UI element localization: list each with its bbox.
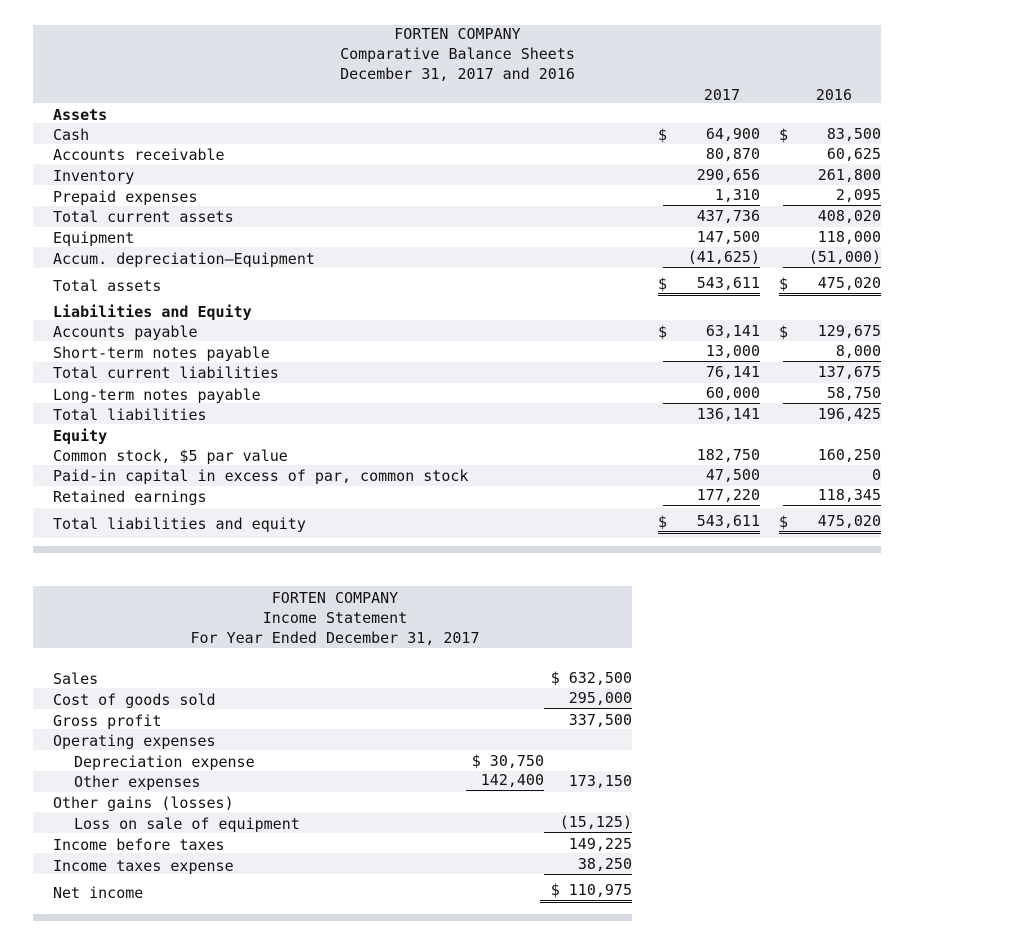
- bs-value-2017: 290,656: [696, 166, 760, 184]
- bs-value-2016: 196,425: [817, 405, 881, 423]
- bs-row-label: Inventory: [53, 167, 135, 185]
- bs-value-2016: 8,000: [783, 342, 881, 362]
- bs-row-label: Accounts payable: [53, 323, 198, 341]
- bs-value-2016: 160,250: [817, 446, 881, 464]
- bs-row-label: Accounts receivable: [53, 146, 225, 164]
- is-value: 337,500: [568, 711, 632, 729]
- is-row-label: Cost of goods sold: [53, 691, 216, 709]
- is-row-label: Income taxes expense: [53, 857, 234, 875]
- is-title: Income Statement: [262, 609, 408, 627]
- bs-title: Comparative Balance Sheets: [340, 45, 575, 63]
- bs-value-2016: 408,020: [817, 207, 881, 225]
- is-date: For Year Ended December 31, 2017: [190, 629, 480, 647]
- bs-value-2017: 76,141: [705, 363, 760, 381]
- bs-row-label: Long-term notes payable: [53, 386, 261, 404]
- bs-value-2017: 60,000: [663, 384, 760, 404]
- bs-date: December 31, 2017 and 2016: [340, 65, 575, 83]
- bs-value-2016: 0: [871, 466, 881, 484]
- bs-value-2016: 83,500: [826, 125, 881, 143]
- is-value: 173,150: [568, 772, 632, 790]
- bs-row-label: Equity: [53, 427, 108, 445]
- is-bottom-bar: [33, 914, 632, 921]
- is-row-label: Sales: [53, 670, 99, 688]
- bs-value-2017: 543,611: [658, 274, 760, 296]
- bs-value-2017: 147,500: [696, 228, 760, 246]
- bs-value-2017: 437,736: [696, 207, 760, 225]
- bs-value-2016: 261,800: [817, 166, 881, 184]
- is-value: 149,225: [568, 835, 632, 853]
- bs-row-label: Short-term notes payable: [53, 344, 270, 362]
- bs-col-2016: 2016: [815, 86, 852, 104]
- is-row-label: Operating expenses: [53, 732, 216, 750]
- is-value: $ 632,500: [550, 669, 632, 687]
- is-company-name: FORTEN COMPANY: [271, 589, 399, 607]
- bs-value-2016: 129,675: [817, 322, 881, 340]
- bs-value-2016: 2,095: [783, 186, 881, 206]
- is-value-inner: 142,400: [466, 771, 544, 791]
- bs-row-label: Total current liabilities: [53, 364, 279, 382]
- bs-value-2017: 543,611: [658, 512, 760, 534]
- is-value: 38,250: [544, 855, 632, 875]
- bs-value-2016: (51,000): [783, 248, 881, 268]
- bs-row-label: Total assets: [53, 277, 162, 295]
- bs-dollar-sign: $: [779, 275, 789, 293]
- bs-value-2017: 63,141: [705, 322, 760, 340]
- is-value: (15,125): [544, 813, 632, 833]
- bs-bottom-bar: [33, 546, 881, 553]
- bs-dollar-sign: $: [658, 323, 668, 341]
- bs-dollar-sign: $: [779, 126, 789, 144]
- bs-value-2016: 118,345: [783, 486, 881, 506]
- bs-row-label: Paid-in capital in excess of par, common stock: [53, 467, 469, 485]
- is-row-label: Other expenses: [74, 773, 201, 791]
- bs-dollar-sign: $: [779, 513, 789, 531]
- bs-value-2017: 136,141: [696, 405, 760, 423]
- bs-value-2016: 60,625: [826, 145, 881, 163]
- bs-dollar-sign: $: [658, 513, 668, 531]
- bs-value-2016: 475,020: [779, 512, 881, 534]
- is-row-label: Loss on sale of equipment: [74, 815, 300, 833]
- is-value: 295,000: [544, 689, 632, 709]
- bs-row-label: Equipment: [53, 229, 135, 247]
- bs-dollar-sign: $: [779, 323, 789, 341]
- is-row-label: Income before taxes: [53, 836, 225, 854]
- bs-value-2017: 1,310: [663, 186, 760, 206]
- bs-row-label: Total liabilities and equity: [53, 515, 306, 533]
- bs-value-2017: 182,750: [696, 446, 760, 464]
- bs-row-label: Total liabilities: [53, 406, 207, 424]
- is-row-label: Gross profit: [53, 712, 162, 730]
- is-row-label: Depreciation expense: [74, 753, 255, 771]
- bs-dollar-sign: $: [658, 126, 668, 144]
- bs-col-2017: 2017: [703, 86, 740, 104]
- bs-value-2017: 13,000: [663, 342, 760, 362]
- bs-row-label: Cash: [53, 126, 90, 144]
- bs-value-2017: 80,870: [705, 145, 760, 163]
- bs-value-2016: 58,750: [783, 384, 881, 404]
- bs-value-2016: 475,020: [779, 274, 881, 296]
- bs-row-label: Liabilities and Equity: [53, 303, 252, 321]
- bs-value-2016: 137,675: [817, 363, 881, 381]
- bs-row-label: Accum. depreciation—Equipment: [53, 250, 315, 268]
- bs-row-label: Assets: [53, 106, 108, 124]
- bs-value-2017: (41,625): [663, 248, 760, 268]
- bs-company-name: FORTEN COMPANY: [394, 25, 521, 43]
- bs-value-2017: 47,500: [705, 466, 760, 484]
- is-value-inner: $ 30,750: [471, 752, 544, 770]
- bs-dollar-sign: $: [658, 275, 668, 293]
- bs-row-label: Retained earnings: [53, 488, 207, 506]
- bs-value-2017: 64,900: [705, 125, 760, 143]
- is-row-label: Other gains (losses): [53, 794, 234, 812]
- is-value: $ 110,975: [540, 881, 632, 903]
- bs-value-2017: 177,220: [663, 486, 760, 506]
- bs-row-label: Prepaid expenses: [53, 188, 198, 206]
- bs-row-label: Total current assets: [53, 208, 234, 226]
- bs-row-label: Common stock, $5 par value: [53, 447, 288, 465]
- is-row-label: Net income: [53, 884, 144, 902]
- bs-value-2016: 118,000: [817, 228, 881, 246]
